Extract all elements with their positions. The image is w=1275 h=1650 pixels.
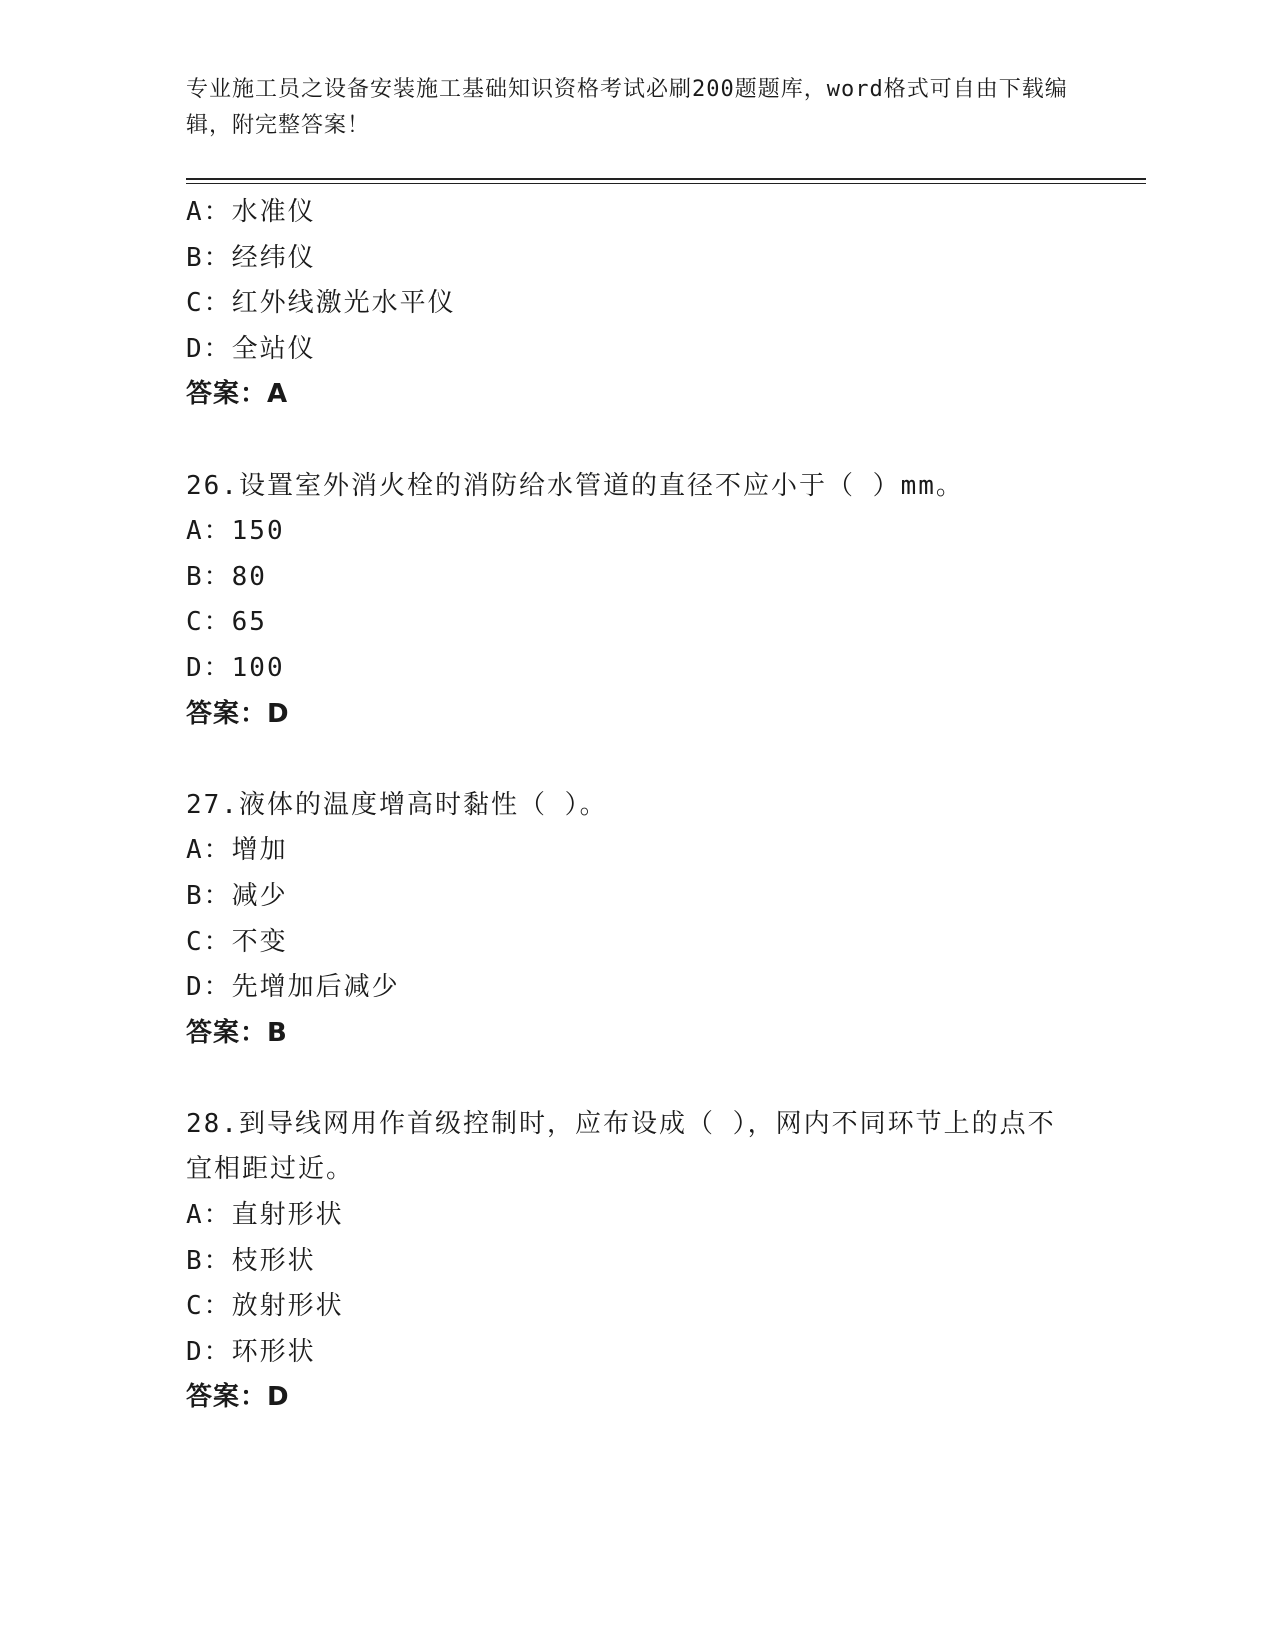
question-list (186, 190, 1106, 1421)
option-c: C：65 (186, 607, 267, 638)
option-c: C：不变 (186, 926, 288, 957)
question-stem: 28.到导线网用作首级控制时，应布设成（ ），网内不同环节上的点不宜相距过近。 (186, 1108, 1056, 1185)
question-partial (186, 190, 1106, 418)
option-b: B：枝形状 (186, 1245, 316, 1276)
option-d: D：全站仪 (186, 333, 316, 364)
option-b: B：80 (186, 561, 267, 592)
option-c: C：红外线激光水平仪 (186, 288, 456, 319)
document-title: 专业施工员之设备安装施工基础知识资格考试必刷200题题库，word格式可自由下载编辑，附完整答案！ (186, 77, 1068, 138)
answer: 答案：A (186, 379, 289, 410)
option-d: D：100 (186, 652, 285, 683)
answer: 答案：D (186, 698, 290, 729)
option-d: D：先增加后减少 (186, 972, 400, 1003)
question-26 (186, 464, 1106, 738)
option-b: B：经纬仪 (186, 242, 316, 273)
option-b: B：减少 (186, 880, 288, 911)
spacer (186, 1056, 1106, 1102)
document-header (186, 72, 1086, 144)
option-a: A：水准仪 (186, 197, 316, 227)
question-stem: 26.设置室外消火栓的消防给水管道的直径不应小于（ ）mm。 (186, 470, 964, 501)
spacer (186, 737, 1106, 783)
question-stem: 27.液体的温度增高时黏性（ ）。 (186, 789, 608, 820)
header-divider-thin (186, 183, 1146, 184)
option-a: A：直射形状 (186, 1200, 344, 1231)
option-a: A：增加 (186, 835, 288, 866)
answer: 答案：D (186, 1382, 290, 1413)
header-divider-thick (186, 178, 1146, 180)
question-28 (186, 1102, 1106, 1421)
answer: 答案：B (186, 1017, 288, 1048)
option-a: A：150 (186, 516, 285, 547)
option-d: D：环形状 (186, 1336, 316, 1367)
question-27 (186, 783, 1106, 1057)
option-c: C：放射形状 (186, 1291, 344, 1322)
spacer (186, 418, 1106, 464)
